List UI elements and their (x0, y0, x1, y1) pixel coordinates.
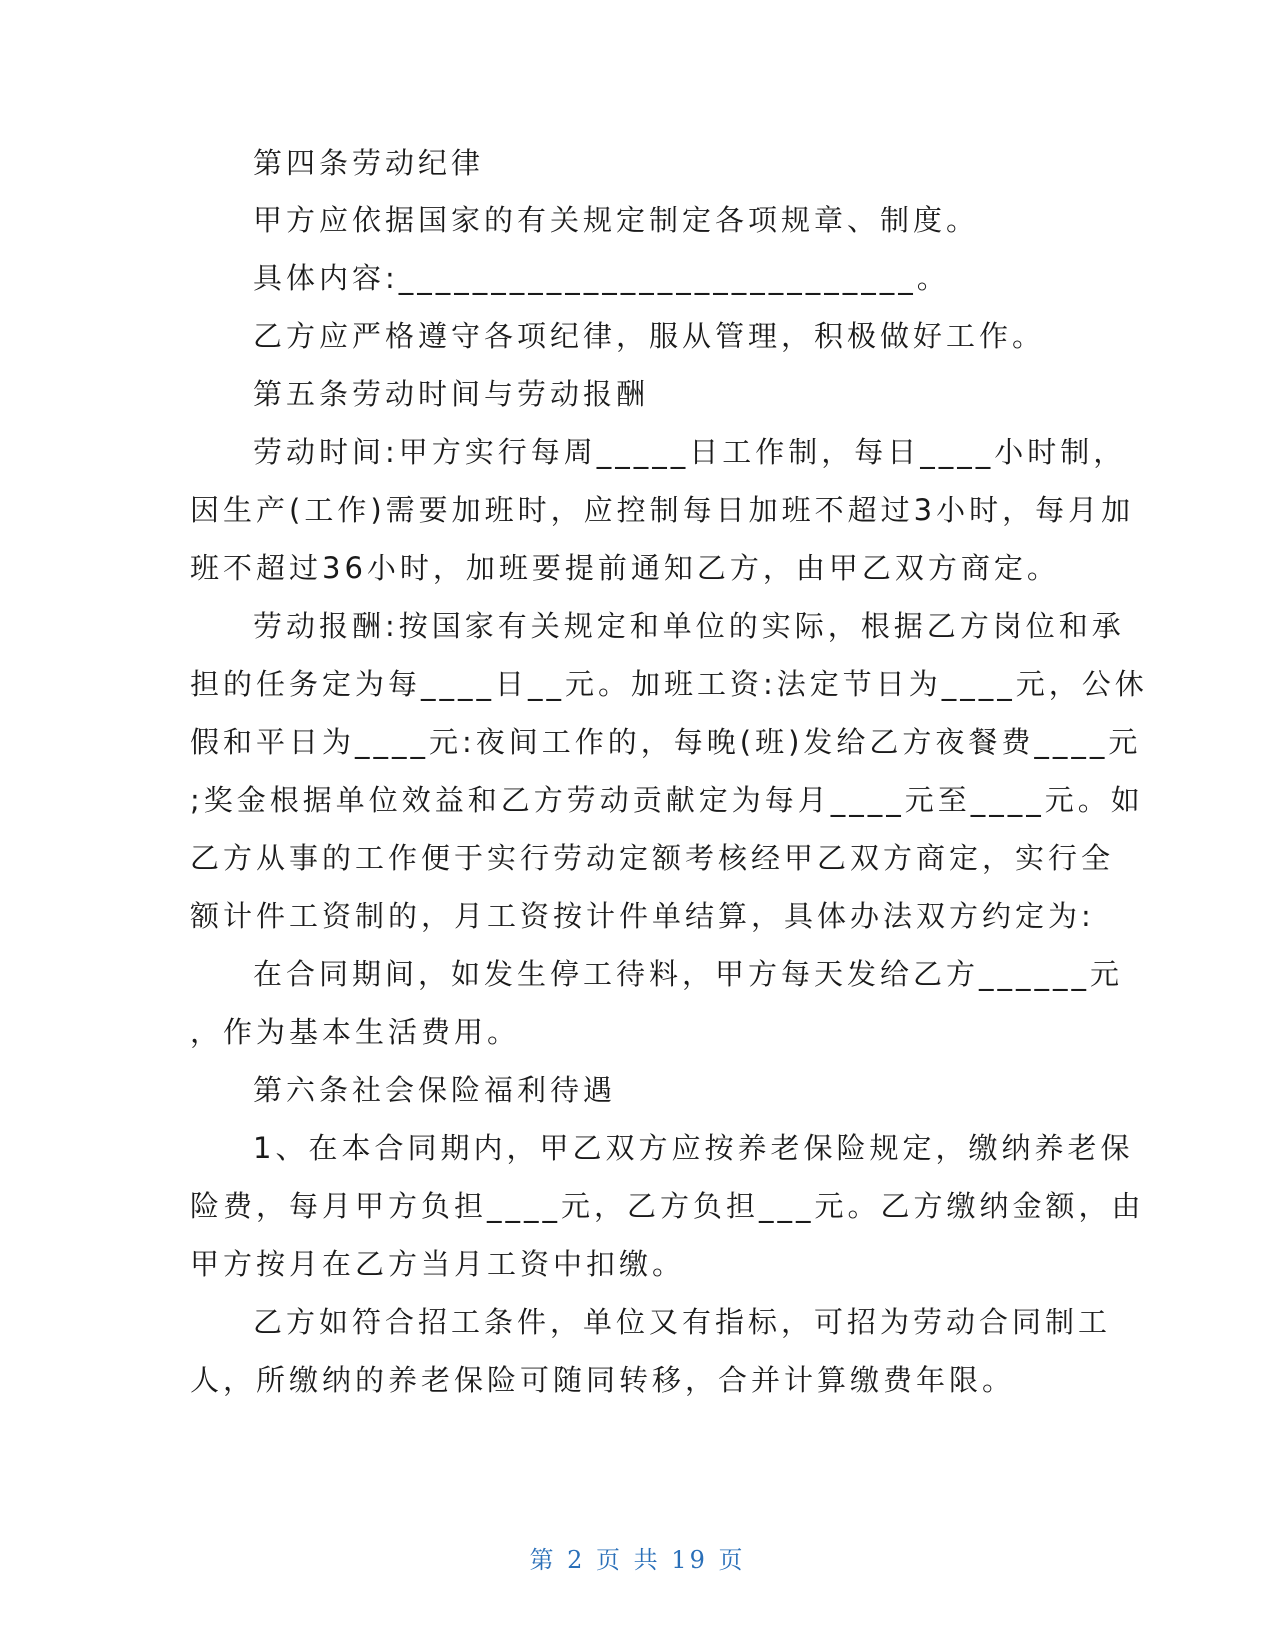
paragraph-line: ，作为基本生活费用。 (190, 1015, 521, 1049)
paragraph-line: 额计件工资制的，月工资按计件单结算，具体办法双方约定为: (190, 899, 1095, 933)
page-number-footer: 第 2 页 共 19 页 (529, 1546, 746, 1574)
paragraph-line: 乙方应严格遵守各项纪律，服从管理，积极做好工作。 (253, 319, 1046, 353)
paragraph-line: 甲方应依据国家的有关规定制定各项规章、制度。 (253, 203, 980, 237)
paragraph-line: 乙方从事的工作便于实行劳动定额考核经甲乙双方商定，实行全 (190, 841, 1115, 875)
section-heading-6: 第六条社会保险福利待遇 (253, 1073, 617, 1107)
paragraph-line: 劳动报酬:按国家有关规定和单位的实际，根据乙方岗位和承 (253, 609, 1125, 643)
paragraph-line: 1、在本合同期内，甲乙双方应按养老保险规定，缴纳养老保 (253, 1131, 1134, 1165)
section-heading-5: 第五条劳动时间与劳动报酬 (253, 377, 650, 411)
paragraph-line: 人，所缴纳的养老保险可随同转移，合并计算缴费年限。 (190, 1363, 1016, 1397)
paragraph-line: 假和平日为____元:夜间工作的，每晚(班)发给乙方夜餐费____元 (190, 725, 1142, 759)
paragraph-line: 险费，每月甲方负担____元，乙方负担___元。乙方缴纳金额，由 (190, 1189, 1145, 1223)
paragraph-line: 因生产(工作)需要加班时，应控制每日加班不超过3小时，每月加 (190, 493, 1135, 527)
paragraph-line: 在合同期间，如发生停工待料，甲方每天发给乙方______元 (253, 957, 1124, 991)
paragraph-line: ;奖金根据单位效益和乙方劳动贡献定为每月____元至____元。如 (190, 783, 1144, 817)
paragraph-line: 甲方按月在乙方当月工资中扣缴。 (190, 1247, 686, 1281)
paragraph-line: 劳动时间:甲方实行每周_____日工作制，每日____小时制， (253, 435, 1127, 469)
section-heading-4: 第四条劳动纪律 (253, 146, 485, 180)
paragraph-line: 具体内容:____________________________。 (253, 261, 950, 295)
paragraph-line: 班不超过36小时，加班要提前通知乙方，由甲乙双方商定。 (190, 551, 1060, 585)
paragraph-line: 担的任务定为每____日__元。加班工资:法定节日为____元，公休 (190, 667, 1148, 701)
paragraph-line: 乙方如符合招工条件，单位又有指标，可招为劳动合同制工 (253, 1305, 1112, 1339)
